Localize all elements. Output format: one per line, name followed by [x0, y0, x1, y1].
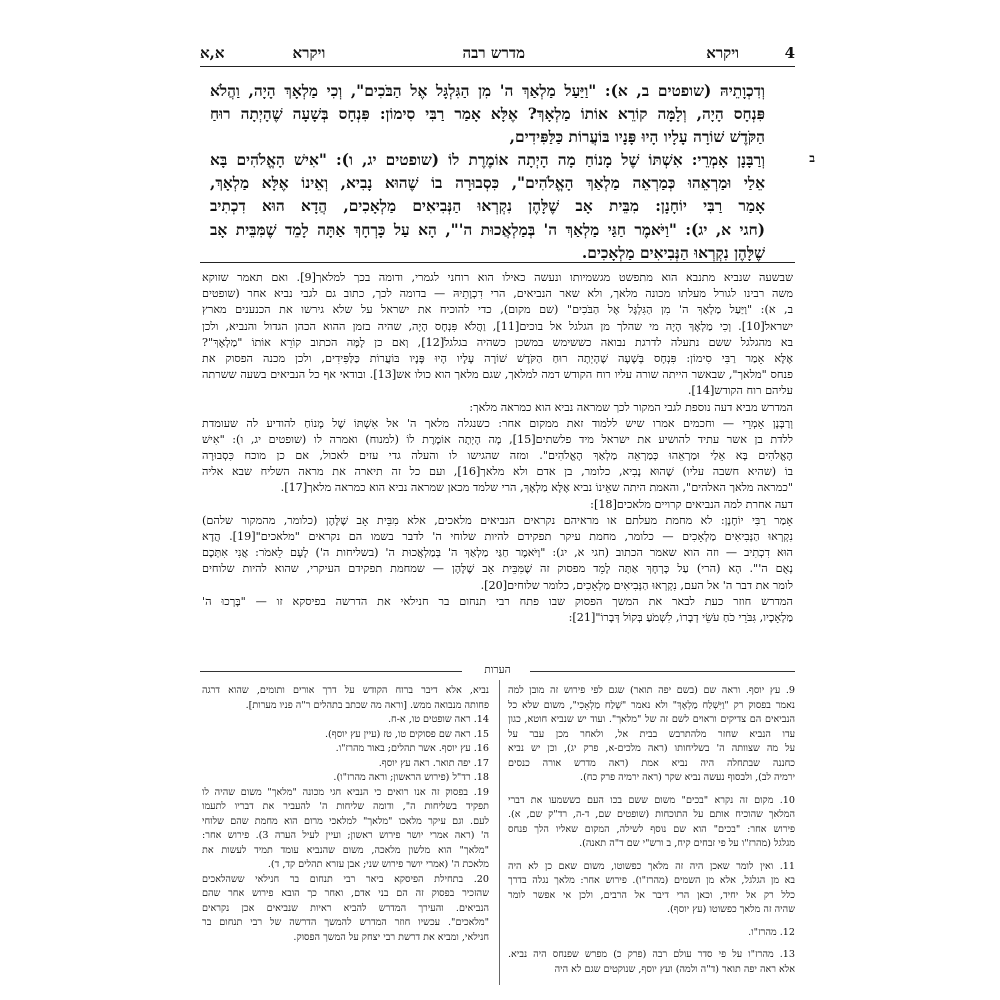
commentary-line: לומר את דבר ה' אל העם, נִקְרְאוּ הַנְּבִיאִים מַלְאָכִים, כלומר שלוחים[20]. — [480, 578, 793, 592]
notes-column-left — [202, 684, 489, 945]
commentary-line: דעה אחרת למה הנביאים קרויים מלאכים[18]: — [590, 497, 793, 511]
note-line: ה' (ראה אמרי יושר פירוש ראשון; ועיין לעיל הערה 3). פירוש אחר: — [202, 830, 489, 841]
note-line: 11. ואין לומר שאכן היה זה מלאך כפשוטו, משום שאם כן לא היה — [508, 860, 795, 872]
note-line: אלא ראה יפה תואר (ד"ה ולמה) ועץ יוסף, שנוקטים שגם לא היה — [554, 963, 795, 975]
note-line: 17. יפה תואר. ראה עץ יוסף. — [378, 757, 489, 769]
note-line: שהיה זה מלאך כפשוטו (עץ יוסף). — [666, 904, 795, 915]
commentary-line: המדרש מביא דעה נוספת לגבי המקור לכך שמראה נביא הוא כמראה מלאך: — [469, 400, 793, 414]
midrash-line: (חגי א, יג): "וַיֹּאמֶר חַגַּי מַלְאַךְ ה' בְּמַלְאֲכוּת ה'", הָא עַל כָּרְחָךְ אַתָּה לָמֵד שֶׁמִּבֵּית אָב — [210, 220, 765, 239]
page-number: 4 — [784, 44, 795, 62]
commentary-line: ב, א): "וַיַּעַל מַלְאַךְ ה' מִן הַגִּלְגָּל אֶל הַבֹּכִים" (שם מקום), כדי להוכיח את ישראל על שלא גירשו את הכנענים מארץ — [202, 303, 793, 317]
note-line: 15. ראה שם פסוקים טו, טז (עיין עץ יוסף). — [324, 728, 489, 740]
note-line: כלל רק אל יחיד, וכאן הרי דיבר אל הרבים, ולכן אי אפשר לומר — [508, 889, 795, 901]
note-line: עדו הנביא שחזר מלהתרבש בבית אל, ולאחר מכן עבר על — [508, 728, 795, 740]
note-line: כחננה שבתחלה היה נביא אמת (ראה מדרש אורה כנסים — [508, 757, 795, 769]
note-line: מלאכת ה' (אמרי יושר פירוש שני; אבן עזרא תהלים קד, ד). — [267, 859, 489, 870]
commentary-line: ללדת בן אשר עתיד להושיע את ישראל מיד פלשתים[15], מָה הָיְתָה אוֹמֶרֶת לוֹ (למנוח) ואמרה לו (שופטים יג, ו): "אִישׁ — [202, 432, 793, 446]
midrash-text — [210, 80, 765, 265]
note-line: 13. מהרז"ו על פי סדר עולם רבה (פרק כ) מפרש שפנחס היה נביא. — [508, 949, 795, 960]
note-line: על מה שצוותה ה' בשליחותו (ראה מלכים-א, פרק יג), וכן יש נביא — [508, 743, 795, 754]
midrash-line: אֵלַי וּמַרְאֵהוּ כְּמַרְאֵה מַלְאַךְ הָאֱלֹהִים", כִּסְבוּרָה בוֹ שֶׁהוּא נָבִיא, וְאֵינוֹ אֶלָּא מַלְאָךְ, — [210, 174, 765, 193]
note-line: 14. ראה שופטים טו, א-ח. — [387, 714, 489, 725]
note-line: המלאך שהוכיח אותם על התוכחות (שופטים שם, ד-ה, רד"ק שם, א). — [508, 809, 795, 820]
commentary-line: הָאֱלֹהִים בָּא אֵלַי וּמַרְאֵהוּ כְּמַרְאֵה מַלְאַךְ הָאֱלֹהִים". ומזה שהגישו לו והעלה גדי עזים לאכול, אם כן מוכח כִּסְבוּרָה — [202, 449, 793, 463]
running-header — [200, 44, 795, 68]
note-line: לעם. וגם עיקר מלאכו "מלאך" למלאכי מרום הוא מחמת שהם שלוחי — [202, 815, 489, 827]
note-line: נביא, אלא דיבר ברוח הקודש על דרך אורים ותומים, שהוא דרגה — [202, 685, 489, 696]
commentary-line: המדרש חוזר כעת לבאר את המשך הפסוק שבו פתח רבי תנחום בר חנילאי את הדרשה בפיסקא זו — "בָּרְכוּ ה' — [202, 594, 793, 608]
commentary-line: וְרַבָּנָן אָמְרֵי — וחכמים אמרו שיש ללמוד זאת ממקום אחר: כשנגלה מלאך ה' אל אִשְׁתּוֹ שֶׁל מָנוֹחַ להודיע לה שעומדת — [202, 416, 793, 430]
midrash-line: שֶׁלָּהֶן נִקְרְאוּ הַנְּבִיאִים מַלְאָכִים. — [581, 243, 765, 262]
note-line: הנביאים הם צדיקים וראוים לשם זה של "מלאך". ועוד יש שנביא חוטא, כגון — [508, 714, 795, 725]
midrash-line: פִּנְחָס הָיָה, וְלָמָּה קוֹרֵא אוֹתוֹ מַלְאָךְ? אֶלָּא אָמַר רַבִּי סִימוֹן: פִּנְחָס בְּשָׁעָה שֶׁהָיְתָה רוּחַ — [210, 105, 765, 124]
note-line: פחותה מנבואה ממש. [וראה מה שכתב בתהלים ר"ה פניו מערות]. — [245, 699, 489, 711]
text-divider — [200, 262, 795, 263]
paragraph-marker: ב — [809, 151, 815, 165]
commentary-line: שבשעה שנביא מתנבא הוא מתפשט מגשמיותו ונעשה כאילו הוא רוחני לגמרי, ודומה בכך למלאך[9]. ואם תאמר שזוקא — [202, 271, 793, 284]
note-line: נאמר בפסוק רק "וַיִּשְׁלַח מַלְאָךְ" ולא נאמר "שְׁלַח מַלְאָכִי", משום שלא כל — [508, 699, 795, 711]
section-number: א,א — [200, 44, 225, 62]
section-reference — [200, 44, 325, 63]
book-title: ויקרא — [706, 44, 739, 62]
note-line: שהזכיר בפסוק זה הם בני אדם, ואחר כך הובא פירוש אחר שהם — [202, 888, 489, 899]
note-line: 9. עץ יוסף. וראה שם (בשם יפה תואר) שגם לפי פירוש זה מובן למה — [508, 685, 795, 696]
commentary-text — [202, 270, 793, 626]
book-title-repeat: ויקרא — [292, 44, 326, 62]
note-line: ירמיה לב), ולבסוף נעשה נביא שקר (ראה ירמיה פרק כח). — [580, 772, 795, 783]
note-line: 19. בפסוק זה אנו רואים כי הנביא חגי מכונה "מלאך" משום שהיה לו — [202, 786, 489, 798]
commentary-line: משה רבינו לגורל מעלתו מכונה מלאך, ולא שאר הנביאים, הרי דִכְוָתֵיהּ — בדומה לכך, כתוב גם לגבי נביא אחר (שופטים — [202, 287, 793, 301]
midrash-line: אָמַר רַבִּי יוֹחָנָן: מִבֵּית אָב שֶׁלָּהֶן נִקְרְאוּ הַנְּבִיאִים מַלְאָכִים, הֲדָא הוּא דִכְתִיב — [210, 197, 765, 216]
notes-title: הערות — [484, 664, 511, 676]
note-line: פירוש אחר: "בכים" הוא שם נוסף לשילה, המקום שאליו הלך פנחס — [508, 823, 795, 835]
midrash-line: וְרַבָּנָן אָמְרֵי: אִשְׁתּוֹ שֶׁל מָנוֹחַ מָה הָיְתָה אוֹמֶרֶת לוֹ (שופטים יג, ו): "אִישׁ הָאֱלֹהִים בָּא — [210, 151, 765, 170]
note-line: "מלאך" הוא מלשון מלאכה, משום שהנביא עומד תמיד לעשות את — [202, 844, 489, 856]
commentary-line: אָמַר רַבִּי יוֹחָנָן: לא מחמת מעלתם או מראיהם נקראים הנביאים מלאכים, אלא מִבֵּית אָב שֶׁלָּהֶן (כלומר, מהמקור שלהם) — [202, 513, 793, 527]
note-line: מגלגל (מהרז"ו על פי זבחים קיח, ב ורש"י שם ד"ה תאנה). — [579, 838, 795, 849]
note-line: חנילאי, ומביא את דרשת רבי יצחק על המשך הפסוק. — [293, 931, 489, 943]
notes-column-right — [508, 684, 795, 977]
header-rule — [200, 66, 795, 67]
commentary-line: ישראל[10]. וְכִי מַלְאָךְ הָיָה מי שהלך מן הגלגל אל בוכים[11], וַהֲלֹא פִּנְחָס הָיָה, שהיה בזמן ההוא הכהן הגדול והנביא, ולכן — [202, 319, 793, 333]
commentary-line: "כמראה מלאך האלהים", והאמת היתה שאֵינוֹ נביא אֶלָּא מַלְאָךְ, הרי שלמד מכאן שמראה נביא הוא כמראה מלאך[17]. — [280, 481, 793, 495]
notes-rule-left — [200, 671, 462, 672]
note-line: בא מן הגלגל, אלא מן השמים (מהרז"ו). פירוש אחר: מלאך נגלה בדרך — [508, 875, 795, 886]
note-line: תפקיד בשליחות ה", ודומה שליחות ה' להעביר את דבריו לתעמו — [202, 801, 489, 812]
commentary-line: פנחס "מלאך", שבאשר הייתה שורה עליו רוח הקודש דמה למלאך, שגם מלאך הוא כולו אש[13]. ובודאי אף כל הנביאים בשעה ששרתה — [202, 368, 793, 382]
commentary-line: בא מהגלגל ששם נתעלה לדרגת נבואה כששימש במשכן כשהיה בגלגל[12], וְאם כן לָמָּה הכתוב קוֹרֵא אוֹתוֹ "מַלְאָךְ"? — [202, 335, 793, 349]
commentary-line: מַלְאָכָיו, גִּבֹּרֵי כֹחַ עֹשֵׂי דְבָרוֹ, לִשְׁמֹעַ בְּקוֹל דְּבָרוֹ"[21]: — [568, 610, 793, 624]
note-line: 12. מהרז"ו. — [748, 926, 795, 938]
column-divider — [499, 680, 500, 985]
commentary-line: עליהם רוח הקודש[14]. — [687, 384, 793, 398]
note-line: 16. עץ יוסף. אשר תהלים; באור מהרז"ו. — [335, 743, 489, 754]
work-title: מדרש רבה — [462, 44, 525, 62]
midrash-line: וְדִכְוָתֵיהּ (שופטים ב, א): "וַיַּעַל מַלְאַךְ ה' מִן הַגִּלְגָּל אֶל הַבֹּכִים", וְכִי מַלְאָךְ הָיָה, וַהֲלֹא — [210, 82, 765, 100]
commentary-line: נְאֻם ה'". הָא (הרי) עַל כָּרְחָךְ אַתָּה לָמֵד מפסוק זה שֶׁמִּבֵּית אָב שֶׁלָּהֶן — שמחמת תפקידם העיקרי, שהוא להיות שלוחים — [202, 562, 793, 576]
note-line: 18. רד"ל (פירוש הראשון; וראה מהרז"ו). — [333, 772, 489, 783]
note-line: "מלאכים". עכשיו חוזר המדרש להמשך הדרשה של רבי תנחום בר — [202, 917, 489, 928]
commentary-line: בוֹ (שהיא חשבה עליו) שֶׁהוּא נָבִיא, כלומר, בן אדם ולא מלאך[16], ועם כל זה תיארה את מראה השליח שבא אליה — [202, 465, 793, 479]
note-line: 10. מקום זה נקרא "בכים" משום ששם בכו העם כששמעו את דברי — [508, 794, 795, 806]
midrash-line: הַקֹּדֶשׁ שׁוֹרָה עָלָיו הָיוּ פָּנָיו בּוֹעֲרוֹת כַּלַּפִּידִים, — [509, 128, 765, 147]
commentary-line: הוּא דִכְתִיב — וזה הוא שאמר הכתוב (חגי א, יג): "וַיֹּאמֶר חַגַּי מַלְאַךְ ה' בְּמַלְאֲכוּת ה' (בשליחות ה') לָעָם לֵאמֹר: אֲנִי אִתְּכֶם — [202, 546, 793, 560]
commentary-line: אֶלָּא אָמַר רַבִּי סִימוֹן: פִּנְחָס בְּשָׁעָה שֶׁהָיְתָה רוּחַ הַקֹּדֶשׁ שׁוֹרָה עָלָיו הָיוּ פָּנָיו בּוֹעֲרוֹת כַּלַּפִּידִים, ולכן מכנה הפסוק את — [202, 351, 793, 365]
note-line: 20. בתחילת הפיסקא ביאר רבי תנחום בר חנילאי ששהלאכים — [202, 873, 489, 885]
commentary-line: נִקְרְאוּ הַנְּבִיאִים מַלְאָכִים — כלומר, מחמת עיקר תפקידם להיות שלוחי ה' לדבר בשמו הם נקראים "מלאכים"[19]. הֲדָא — [202, 530, 793, 543]
note-line: הנביאים. והעירך המדרש להביא ראיות שנביאים אכן נקראים — [202, 902, 489, 914]
